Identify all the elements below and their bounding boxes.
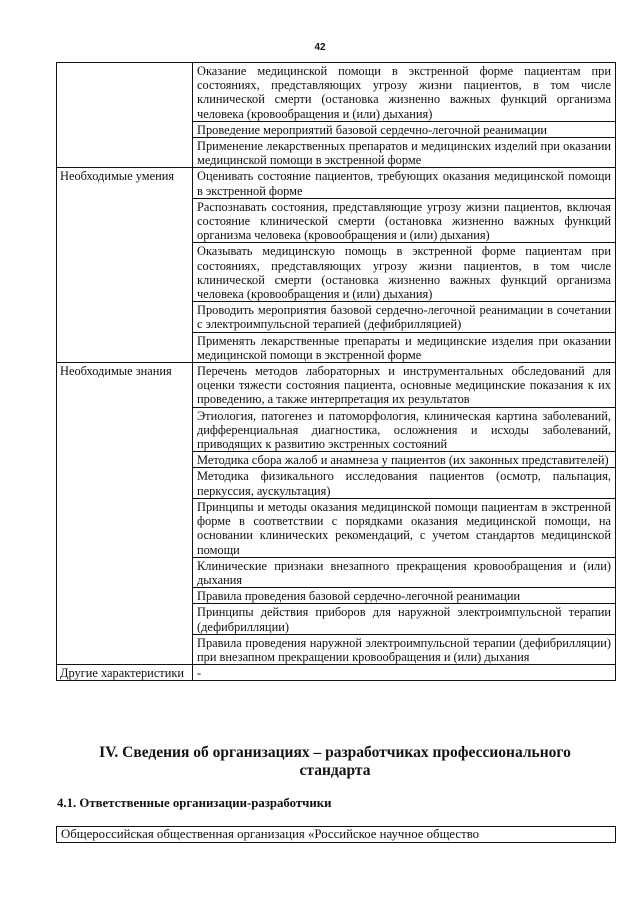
knowledge-cell: Перечень методов лабораторных и инструментальных обследований для оценки тяжести состояния пациента, основные медицинские показания к их проведению, а также интерпретация их результатов: [193, 363, 616, 408]
labor-function-cell: Оказание медицинской помощи в экстренной форме пациентам при состояниях, представляющих угрозу жизни пациентов, в том числе клинической смерти (остановка жизненно важных функций организма человека (кровообращения и (или) дыхания): [193, 63, 616, 122]
other-value: -: [193, 665, 616, 681]
skills-label: Необходимые умения: [57, 168, 193, 363]
knowledge-cell: Правила проведения базовой сердечно-легочной реанимации: [193, 588, 616, 604]
knowledge-cell: Методика физикального исследования пациентов (осмотр, пальпация, перкуссия, аускультация): [193, 468, 616, 498]
other-label: Другие характеристики: [57, 665, 193, 681]
knowledge-cell: Правила проведения наружной электроимпульсной терапии (дефибрилляции) при внезапном прекращении кровообращения и (или) дыхания: [193, 634, 616, 664]
subsection-title: 4.1. Ответственные организации-разработчики: [57, 796, 332, 810]
knowledge-cell: Принципы действия приборов для наружной электроимпульсной терапии (дефибрилляции): [193, 604, 616, 634]
table-row: [57, 63, 616, 122]
table-row: [57, 363, 616, 408]
skill-cell: Проводить мероприятия базовой сердечно-легочной реанимации в сочетании с электроимпульсной терапией (дефибрилляцией): [193, 302, 616, 332]
knowledge-label: Необходимые знания: [57, 363, 193, 665]
table-row: [57, 665, 616, 681]
labor-function-cell: Применение лекарственных препаратов и медицинских изделий при оказании медицинской помощи в экстренной форме: [193, 138, 616, 168]
table-row: [57, 168, 616, 198]
knowledge-cell: Этиология, патогенез и патоморфология, клиническая картина заболеваний, дифференциальная диагностика, осложнения и исходы заболеваний, приводящих к развитию экстренных состояний: [193, 407, 616, 452]
section-title: IV. Сведения об организациях – разработчиках профессионального стандарта: [99, 744, 571, 779]
organization-cell: Общероссийская общественная организация «Российское научное общество: [57, 827, 616, 843]
table-row: [57, 827, 616, 843]
knowledge-cell: Методика сбора жалоб и анамнеза у пациентов (их законных представителей): [193, 452, 616, 468]
organization-table: [56, 826, 616, 843]
labor-function-cell: Проведение мероприятий базовой сердечно-легочной реанимации: [193, 121, 616, 137]
empty-label-cell: [57, 63, 193, 168]
knowledge-cell: Клинические признаки внезапного прекращения кровообращения и (или) дыхания: [193, 557, 616, 587]
skill-cell: Применять лекарственные препараты и медицинские изделия при оказании медицинской помощи в экстренной форме: [193, 332, 616, 362]
skill-cell: Оказывать медицинскую помощь в экстренной форме пациентам при состояниях, представляющих угрозу жизни пациентов, в том числе клинической смерти (остановка жизненно важных функций организма человека (кровообращения и (или) дыхания): [193, 243, 616, 302]
competency-table: [56, 62, 616, 681]
skill-cell: Распознавать состояния, представляющие угрозу жизни пациентов, включая состояние клинической смерти (остановка жизненно важных функций организма человека (кровообращения и (или) дыхания): [193, 198, 616, 243]
page-number: 42: [314, 42, 326, 53]
skill-cell: Оценивать состояние пациентов, требующих оказания медицинской помощи в экстренной форме: [193, 168, 616, 198]
knowledge-cell: Принципы и методы оказания медицинской помощи пациентам в экстренной форме в соответствии с порядками оказания медицинской помощи, на основании клинических рекомендаций, с учетом стандартов медицинской помощи: [193, 498, 616, 557]
